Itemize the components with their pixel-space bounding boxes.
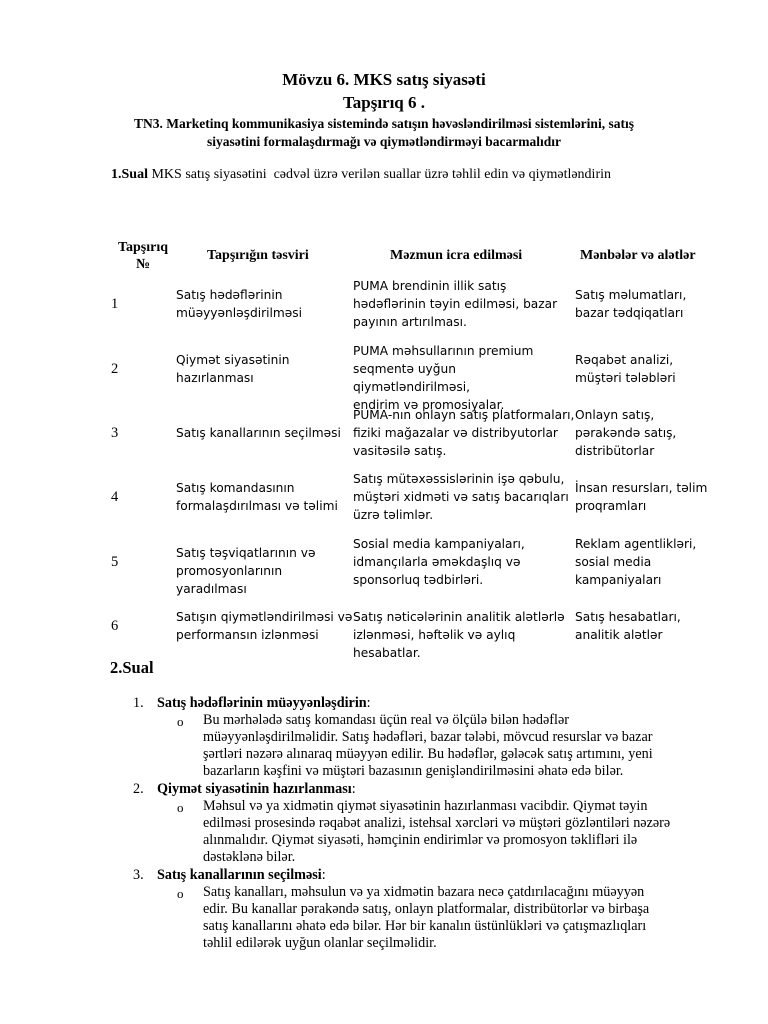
table-cell-number: 3 [111, 425, 119, 441]
table-cell-content-line: payının artırılması. [353, 315, 467, 329]
table-cell-content-line: PUMA məhsullarının premium [353, 344, 534, 358]
table-cell-sources [575, 406, 715, 460]
table-cell-content-line: üzrə təlimlər. [353, 508, 434, 522]
table-cell-sources-line: analitik alətlər [575, 628, 663, 642]
table-cell-sources-line: Satış məlumatları, [575, 288, 687, 302]
list-item-paragraph [203, 798, 703, 866]
task-title: Tapşırıq 6 . [342, 93, 426, 112]
table-cell-description-line: Satış komandasının [176, 481, 295, 495]
list-item-paragraph [203, 712, 703, 780]
table-cell-sources-line: distribütorlar [575, 444, 655, 458]
table-cell-sources [575, 286, 715, 322]
table-cell-content [353, 470, 575, 524]
table-cell-description [176, 479, 354, 515]
table-cell-description-line: Satış kanallarının seçilməsi [176, 426, 341, 440]
table-cell-content-line: fiziki mağazalar və distribyutorlar [353, 426, 558, 440]
list-item-number: 2. [133, 781, 144, 797]
table-cell-description-line: performansın izlənməsi [176, 628, 319, 642]
list-item-heading-suffix: : [366, 695, 371, 711]
table-row [0, 401, 768, 465]
table-header-description: Tapşırığın təsviri [207, 248, 309, 263]
table-cell-content-line: vasitəsilə satış. [353, 444, 447, 458]
table-cell-content-line: seqmentə uyğun qiymətləndirilməsi, [353, 362, 470, 394]
table-cell-sources-line: pərakəndə satış, [575, 426, 677, 440]
table-cell-number: 6 [111, 618, 119, 634]
table-cell-description-line: Satış hədəflərinin [176, 288, 283, 302]
list-item-heading-suffix: : [321, 867, 326, 883]
table-cell-description-line: Satışın qiymətləndirilməsi və [176, 610, 353, 624]
table-row [0, 594, 768, 658]
table-cell-content-line: izlənməsi, həftəlik və aylıq hesabatlar. [353, 628, 516, 660]
table-cell-number: 4 [111, 489, 119, 505]
table-cell-description-line: hazırlanması [176, 371, 254, 385]
table-cell-sources-line: Satış hesabatları, [575, 610, 681, 624]
table-cell-sources-line: müştəri tələbləri [575, 371, 676, 385]
table-cell-description-line: müəyyənləşdirilməsi [176, 306, 302, 320]
subtitle-line: siyasətini formalaşdırmağı və qiymətləndirməyi bacarmalıdır [207, 134, 561, 149]
list-item-number: 1. [133, 695, 144, 711]
paragraph-line: edir. Bu kanallar pərakəndə satış, onlayn platformalar, distribütorlər və birbaşa [203, 901, 650, 917]
table-cell-sources-line: İnsan resursları, təlim [575, 481, 708, 495]
table-cell-description-line: promosyonlarının yaradılması [176, 564, 283, 596]
table-cell-sources [575, 351, 715, 387]
list-item-heading [157, 695, 371, 712]
list-item-heading-text: Satış hədəflərinin müəyyənləşdirin [157, 695, 367, 711]
table-cell-content [353, 406, 575, 460]
table-cell-description [176, 424, 354, 442]
table-header-number-symbol: № [135, 257, 151, 272]
table-cell-description [176, 286, 354, 322]
list-item-heading-text: Qiymət siyasətinin hazırlanması [157, 781, 352, 797]
list-item-heading [157, 781, 356, 798]
table-cell-number: 1 [111, 296, 119, 312]
table-cell-description [176, 608, 354, 644]
table-cell-sources-line: Reklam agentlikləri, [575, 537, 697, 551]
table-cell-sources-line: kampaniyaları [575, 573, 662, 587]
sub-bullet-icon: o [177, 886, 184, 901]
sub-bullet-icon: o [177, 714, 184, 729]
list-item-paragraph [203, 884, 703, 952]
table-cell-sources [575, 608, 715, 644]
table-cell-sources [575, 535, 715, 589]
paragraph-line: Satış kanalları, məhsulun və ya xidmətin bazara necə çatdırılacağını müəyyən [203, 884, 645, 900]
subtitle-line: TN3. Marketinq kommunikasiya sistemində satışın həvəsləndirilməsi sistemlərini, satış [134, 116, 634, 131]
table-cell-description-line: Qiymət siyasətinin [176, 353, 290, 367]
paragraph-line: satış kanallarını əhatə edə bilər. Hər bir kanalın üstünlükləri və çatışmazlıqları [203, 918, 647, 934]
question-2-label: 2.Sual [110, 658, 154, 677]
table-cell-content-line: idmançılarla əməkdaşlıq və [353, 555, 521, 569]
table-cell-description-line: Satış təşviqatlarının və [176, 546, 316, 560]
table-row [0, 272, 768, 336]
table-cell-sources-line: proqramları [575, 499, 647, 513]
table-header-number-line: Tapşırıq [117, 240, 169, 255]
list-item-heading-suffix: : [351, 781, 356, 797]
table-cell-sources-line: Onlayn satış, [575, 408, 655, 422]
table-cell-content-line: Sosial media kampaniyaları, [353, 537, 525, 551]
table-cell-content [353, 608, 575, 662]
table-row [0, 337, 768, 412]
table-cell-content-line: Satış nəticələrinin analitik alətlərlə [353, 610, 565, 624]
table-cell-sources [575, 479, 715, 515]
paragraph-line: bazarların kəşfini və müştəri bazasının genişləndirilməsini əhatə edə bilər. [203, 763, 624, 779]
table-cell-sources-line: Rəqabət analizi, [575, 353, 674, 367]
paragraph-line: edilməsi prosesində rəqabət analizi, istehsal xərcləri və müştəri gözləntiləri nəzərə [203, 815, 671, 831]
table-cell-description-line: formalaşdırılması və təlimi [176, 499, 338, 513]
table-cell-content-line: PUMA-nın onlayn satış platformaları, [353, 408, 575, 422]
document-subtitle [110, 115, 658, 151]
question-1-text: MKS satış siyasətini cədvəl üzrə verilən suallar üzrə təhlil edin və qiymətləndirin [147, 167, 612, 182]
table-header-number [108, 239, 178, 273]
document-title: Mövzu 6. MKS satış siyasəti [282, 70, 486, 89]
table-row [0, 465, 768, 529]
table-cell-number: 2 [111, 361, 119, 377]
table-cell-content-line: sponsorluq tədbirləri. [353, 573, 484, 587]
question-1-label: 1.Sual [111, 167, 148, 182]
table-cell-sources-line: sosial media [575, 555, 652, 569]
table-cell-content [353, 277, 575, 331]
paragraph-line: təhlil edilərək uyğun olanlar seçilməlidir. [203, 935, 437, 951]
paragraph-line: müəyyənləşdirilməlidir. Satış hədəfləri, bazar tələbi, mövcud resurslar və bazar [203, 729, 653, 745]
table-cell-description [176, 351, 354, 387]
table-cell-content-line: Satış mütəxəssislərinin işə qəbulu, [353, 472, 565, 486]
list-item-heading [157, 867, 326, 884]
paragraph-line: alınmalıdır. Qiymət siyasəti, həmçinin endirimlər və promosyon təklifləri ilə [203, 832, 638, 848]
table-cell-content-line: hədəflərinin təyin edilməsi, bazar [353, 297, 558, 311]
table-row [0, 530, 768, 594]
paragraph-line: dəstəklənə bilər. [203, 849, 296, 865]
question-1 [111, 167, 611, 183]
table-cell-content [353, 535, 575, 589]
table-cell-number: 5 [111, 554, 119, 570]
table-cell-description [176, 544, 354, 598]
table-header-sources: Mənbələr və alətlər [580, 248, 696, 263]
paragraph-line: Məhsul və ya xidmətin qiymət siyasətinin hazırlanması vacibdir. Qiymət təyin [203, 798, 648, 814]
table-cell-content-line: müştəri xidməti və satış bacarıqları [353, 490, 569, 504]
paragraph-line: şərtləri nəzərə alınaraq müəyyən edilir. Bu hədəflər, gələcək satış artımını, yeni [203, 746, 653, 762]
sub-bullet-icon: o [177, 800, 184, 815]
table-cell-content-line: endirim və promosiyalar. [353, 398, 505, 412]
table-cell-sources-line: bazar tədqiqatları [575, 306, 684, 320]
paragraph-line: Bu mərhələdə satış komandası üçün real və ölçülə bilən hədəflər [203, 712, 569, 728]
table-cell-content-line: PUMA brendinin illik satış [353, 279, 507, 293]
table-header-content: Məzmun icra edilməsi [390, 248, 523, 263]
list-item-heading-text: Satış kanallarının seçilməsi [157, 867, 322, 883]
list-item-number: 3. [133, 867, 144, 883]
